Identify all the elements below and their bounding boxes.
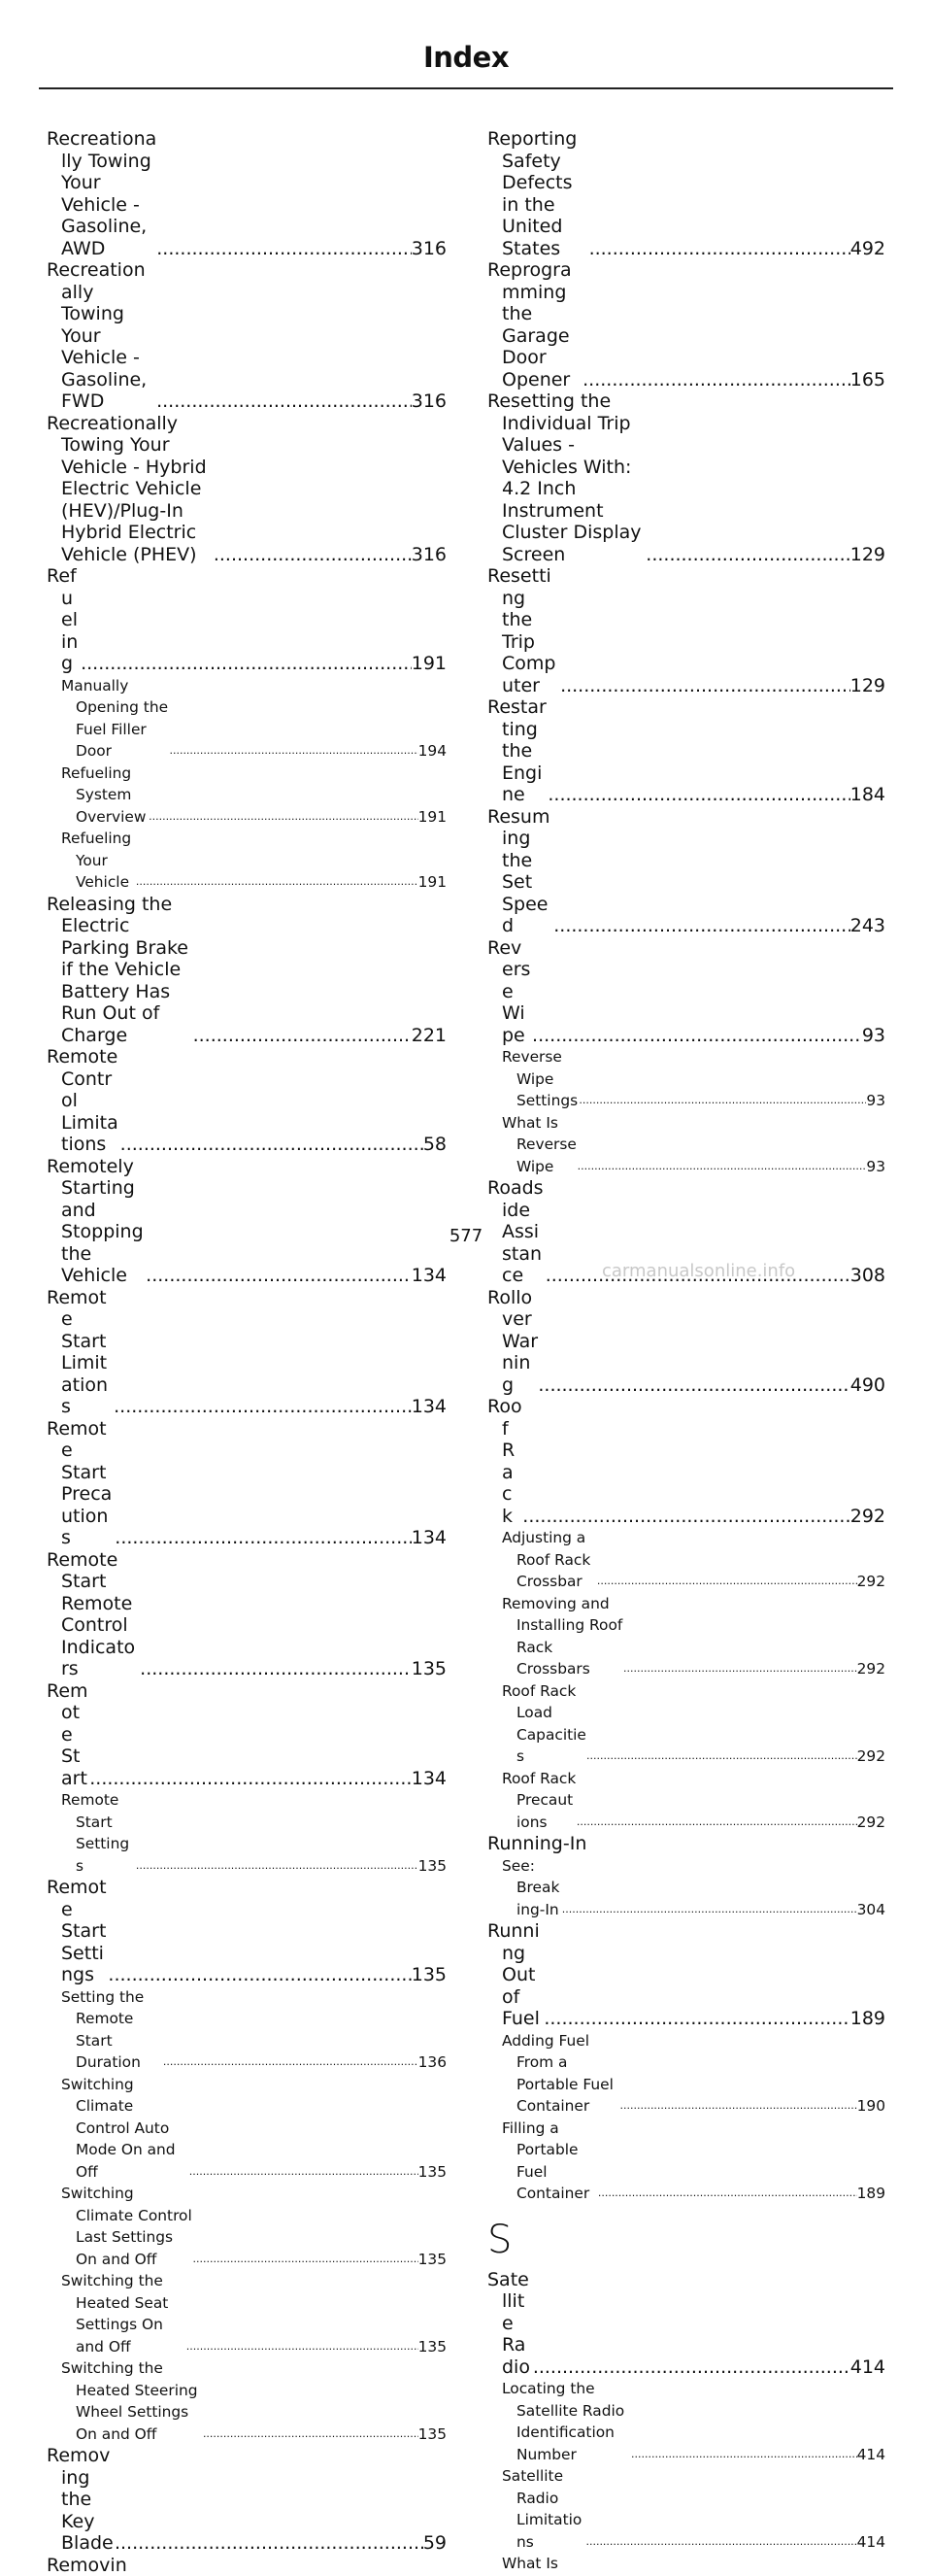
entry-text: See: Breaking-In [516,1855,562,1921]
entry-text: Roof Rack Load Capacities [516,1680,586,1768]
dot-leader [203,2423,418,2446]
dot-leader [89,1768,412,1790]
page-reference: 414 [857,2444,885,2466]
entry-text: Removin [61,2555,135,2576]
entry-text: Satellite Radio [502,2269,533,2379]
index-subentry[interactable] [61,828,447,894]
page-reference: 316 [412,238,447,260]
index-subentry[interactable] [502,1768,885,1834]
entry-text: Remote Start Settings [61,1877,108,1986]
page-reference: 136 [418,2051,447,2074]
entry-text: Remote Start Remote Control Indicators [61,1549,140,1680]
index-entry[interactable] [47,1877,447,1986]
dot-leader [522,1506,849,1528]
page-reference: 191 [418,871,447,894]
entry-text: Adjusting a Roof Rack Crossbar [516,1527,597,1593]
entry-text: Recreationally Towing Your Vehicle - Gasoline, AWD [61,128,156,259]
entry-text: Resetting the Trip Computer [502,565,560,696]
index-entry[interactable] [47,1156,447,1287]
index-entry[interactable] [487,1833,885,1855]
entry-text: Recreationally Towing Your Vehicle - Gasoline, FWD [61,259,156,413]
page-title: Index [0,41,932,74]
page-reference: 292 [857,1812,885,1834]
dot-leader [579,1090,866,1112]
dot-leader [553,915,850,937]
index-subentry[interactable] [61,2183,447,2270]
dot-leader [562,1899,857,1921]
dot-leader [146,1265,412,1287]
page-reference: 243 [850,915,885,937]
entry-text: Reverse Wipe Settings [516,1046,579,1112]
dot-leader [589,238,850,260]
page-reference: 292 [850,1506,885,1528]
index-subentry[interactable] [61,2357,447,2445]
index-subentry[interactable] [502,1855,885,1921]
entry-text: Reprogramming the Garage Door Opener [502,259,582,390]
section-letter: S [487,2211,885,2269]
index-entry[interactable] [47,894,447,1047]
dot-leader [560,675,850,697]
page-reference: 492 [850,238,885,260]
entry-text: Satellite Radio Limitations [516,2465,585,2553]
entry-text: Refueling System Overview [76,763,149,829]
entry-text: Switching Climate Control Auto Mode On and Off [76,2074,189,2184]
index-entry[interactable] [487,259,885,390]
index-entry[interactable] [47,259,447,413]
dot-leader [532,1025,862,1047]
page-reference: 292 [857,1746,885,1768]
index-subentry[interactable] [61,2270,447,2357]
page-reference: 414 [850,2356,885,2379]
page-reference: 189 [850,2008,885,2030]
entry-text: Restarting the Engine [502,696,548,806]
entry-text: Running Out of Fuel [502,1920,544,2030]
entry-text: Remote Start [61,1680,89,1790]
page-reference: 59 [423,2532,447,2555]
page-reference: 93 [866,1090,885,1112]
index-subentry[interactable] [61,1986,447,2074]
entry-text: Removing the Key Blade [61,2445,115,2555]
entry-text: What Is [516,2553,578,2576]
dot-leader [140,1658,412,1680]
index-entry[interactable] [487,1287,885,1397]
entry-text: Releasing the Electric Parking Brake if the Vehicle Battery Has Run Out of Charge [61,894,193,1047]
entry-text: Resuming the Set Speed [502,806,553,937]
dot-leader [136,1855,418,1878]
index-subentry[interactable] [502,1593,885,1680]
index-entry[interactable] [47,2555,447,2576]
index-subentry[interactable] [502,2030,885,2118]
page-reference: 191 [412,653,447,675]
index-entry[interactable] [487,1396,885,1527]
index-entry[interactable] [47,1287,447,1418]
dot-leader [192,2249,417,2271]
index-entry[interactable] [47,565,447,675]
page-reference: 316 [412,390,447,413]
index-subentry[interactable] [502,1680,885,1768]
entry-text: Refueling Your Vehicle [76,828,136,894]
dot-leader [586,1746,857,1768]
dot-leader [623,1658,857,1680]
page-reference: 189 [857,2183,885,2205]
entry-text: Setting the Remote Start Duration [76,1986,163,2074]
page-reference: 194 [418,740,447,763]
entry-text: Recreationally Towing Your Vehicle - Hybrid Electric Vehicle (HEV)/Plug-In Hybrid Electric Vehicle (PHEV) [61,413,214,566]
page-reference: 135 [418,2336,447,2358]
dot-leader [156,238,411,260]
index-entry[interactable] [47,413,447,566]
watermark: carmanualsonline.info [602,1261,795,1281]
dot-leader [533,2356,850,2379]
page-reference: 292 [857,1658,885,1680]
page-reference: 490 [850,1374,885,1397]
page-reference: 184 [850,784,885,806]
entry-text: Removing and Installing Roof Rack Crossbars [516,1593,623,1680]
page-reference: 134 [412,1527,447,1549]
page-reference: 135 [412,1658,447,1680]
dot-leader [646,544,849,566]
dot-leader [149,806,418,829]
entry-text: Roadside Assistance [502,1177,546,1287]
dot-leader [193,1025,412,1047]
dot-leader [108,1964,411,1986]
index-subentry[interactable] [61,675,447,763]
page-reference: 135 [418,2161,447,2184]
entry-text: Remote Start Limitations [61,1287,114,1418]
index-subentry[interactable] [61,763,447,829]
index-subentry[interactable] [502,1046,885,1112]
entry-text: Switching the Heated Steering Wheel Settings On and Off [76,2357,203,2445]
dot-leader [538,1374,849,1397]
dot-leader [548,784,849,806]
dot-leader [163,2051,418,2074]
entry-text: What Is Reverse Wipe [516,1112,578,1178]
header-divider [39,87,893,89]
dot-leader [597,1571,857,1593]
index-entry[interactable] [47,128,447,259]
entry-text: Running-In [502,1833,586,1855]
entry-text: Remotely Starting and Stopping the Vehicle [61,1156,146,1287]
dot-leader [577,1812,857,1834]
page-reference: 93 [862,1025,885,1047]
entry-text: Filling a Portable Fuel Container [516,2118,598,2205]
index-entry[interactable] [47,2445,447,2555]
page-reference: 134 [412,1396,447,1418]
entry-text: Reverse Wipe [502,937,532,1047]
dot-leader [120,1134,423,1156]
page-reference: 135 [412,1964,447,1986]
page-reference: 191 [418,806,447,829]
page-reference: 134 [412,1768,447,1790]
page-reference: 58 [423,1134,447,1156]
page-reference: 93 [866,1156,885,1178]
index-entry[interactable] [47,1418,447,1549]
dot-leader [585,2531,856,2554]
dot-leader [189,2161,418,2184]
index-subentry[interactable] [502,2465,885,2553]
entry-text: Remote Start Precautions [61,1418,115,1549]
page-reference: 304 [857,1899,885,1921]
dot-leader [578,1156,867,1178]
index-entry[interactable] [47,1549,447,1680]
index-entry[interactable] [487,128,885,259]
index-subentry[interactable] [502,2378,885,2465]
index-subentry[interactable] [502,2118,885,2205]
entry-text: Switching Climate Control Last Settings On and Off [76,2183,192,2270]
index-column-right [487,128,885,2576]
page-reference: 221 [412,1025,447,1047]
index-entry[interactable] [487,696,885,806]
page-reference: 129 [850,544,885,566]
dot-leader [544,2008,849,2030]
dot-leader [114,1396,412,1418]
dot-leader [598,2183,857,2205]
entry-text: Remote Start Settings [76,1789,136,1877]
index-column-left [47,128,447,2576]
dot-leader [582,369,850,391]
page-reference: 129 [850,675,885,697]
dot-leader [619,2095,856,2118]
index-entry[interactable] [487,565,885,696]
page-number: 577 [0,1226,932,1246]
dot-leader [214,544,412,566]
entry-text: Remote Control Limitations [61,1046,120,1156]
dot-leader [169,740,417,763]
page-reference: 135 [418,2423,447,2446]
dot-leader [156,390,412,413]
entry-text: Roof Rack [502,1396,522,1527]
dot-leader [186,2336,418,2358]
entry-text: Reporting Safety Defects in the United States [502,128,589,259]
entry-text: Resetting the Individual Trip Values - Vehicles With: 4.2 Inch Instrument Cluster Display Screen [502,390,646,565]
entry-text: Switching the Heated Seat Settings On and Off [76,2270,186,2357]
page-reference: 165 [850,369,885,391]
page-reference: 190 [857,2095,885,2118]
index-subentry[interactable] [61,1789,447,1877]
page-reference: 135 [418,2249,447,2271]
page-reference: 134 [412,1265,447,1287]
page-reference: 414 [857,2531,885,2554]
dot-leader [81,653,412,675]
dot-leader [631,2444,857,2466]
index-subentry[interactable] [502,1527,885,1593]
entry-text: Refueling [61,565,81,675]
index-subentry[interactable] [502,2553,885,2576]
page-reference: 292 [857,1571,885,1593]
entry-text: Roof Rack Precautions [516,1768,577,1834]
index-subentry[interactable] [502,1112,885,1178]
entry-text: Rollover Warning [502,1287,538,1397]
page-reference: 308 [850,1265,885,1287]
entry-text: Manually Opening the Fuel Filler Door [76,675,169,763]
index-subentry[interactable] [61,2074,447,2184]
index-entry[interactable] [487,806,885,937]
index-entry[interactable] [487,390,885,565]
index-entry[interactable] [487,937,885,1047]
index-entry[interactable] [47,1680,447,1790]
dot-leader [115,1527,411,1549]
entry-text: Locating the Satellite Radio Identification Number [516,2378,631,2465]
entry-text: Adding Fuel From a Portable Fuel Container [516,2030,619,2118]
index-entry[interactable] [47,1046,447,1156]
index-entry[interactable] [487,2269,885,2379]
dot-leader [136,871,418,894]
page-reference: 316 [412,544,447,566]
index-entry[interactable] [487,1920,885,2030]
dot-leader [115,2532,423,2555]
page-reference: 135 [418,1855,447,1878]
